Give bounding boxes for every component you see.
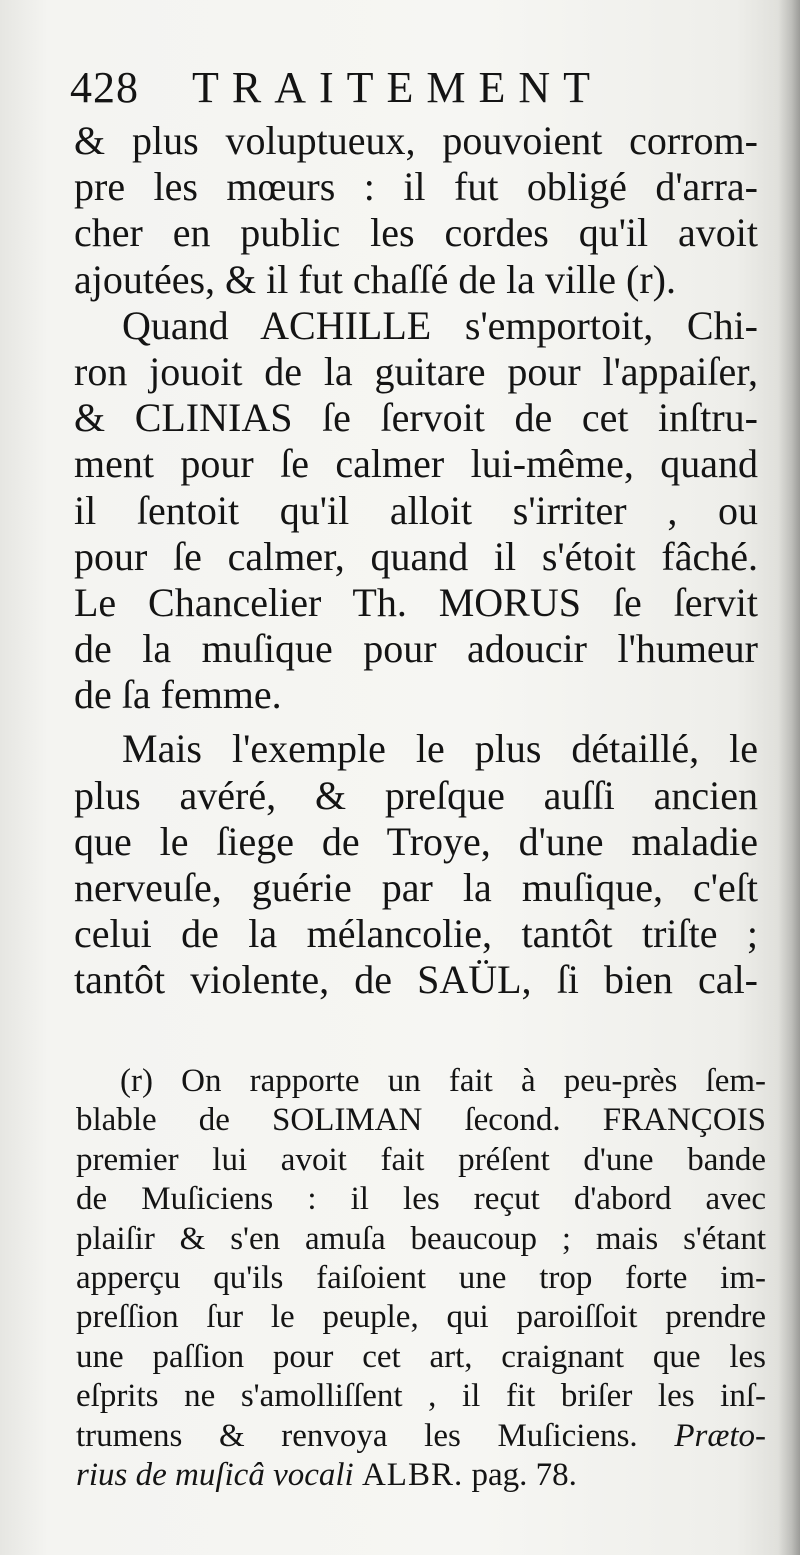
footnote-italic-text: rius de muſicâ vocali [76, 1456, 354, 1493]
page-edge-shadow [778, 0, 800, 1555]
footnote-text: trumens & renvoya les Muſiciens. [76, 1417, 638, 1454]
footnote-reference: pag. 78. [471, 1456, 577, 1493]
footnote-italic-text: Præto- [674, 1417, 766, 1454]
text-line: de la muſique pour adoucir l'humeur [74, 626, 758, 672]
text-line: tantôt violente, de SAÜL, ſi bien cal- [74, 957, 758, 1003]
footnote-line: preſſion ſur le peuple, qui paroiſſoit prendre [76, 1299, 766, 1336]
footnote-line [76, 1417, 766, 1456]
text-line: de ſa femme. [74, 672, 282, 718]
running-head: TRAITEMENT [192, 63, 604, 112]
text-line: ajoutées, & il fut chaſſé de la ville (r). [74, 256, 676, 302]
text-line: ron jouoit de la guitare pour l'appaiſer, [74, 348, 758, 394]
footnote-line: apperçu qu'ils faiſoient une trop forte im- [76, 1259, 766, 1296]
text-line: nerveuſe, guérie par la muſique, c'eſt [74, 865, 758, 910]
text-line: pour ſe calmer, quand il s'étoit fâché. [74, 533, 758, 579]
footnote-line: (r) On rapporte un fait à peu-près ſem- [120, 1063, 766, 1099]
main-text [74, 118, 758, 1004]
page-header [70, 58, 730, 118]
footnote-author: ALBR. [361, 1456, 464, 1493]
text-line: Le Chancelier Th. MORUS ſe ſervit [74, 579, 758, 625]
footnote-line [76, 1456, 766, 1495]
page-number: 428 [70, 63, 139, 112]
text-line: celui de la mélancolie, tantôt triſte ; [74, 911, 758, 957]
text-line: Mais l'exemple le plus détaillé, le [122, 726, 758, 772]
text-line: & plus voluptueux, pouvoient corrom- [74, 118, 758, 163]
footnote-line: de Muſiciens : il les reçut d'abord avec [76, 1181, 766, 1218]
footnote-line: une paſſion pour cet art, craignant que les [76, 1338, 766, 1375]
text-line: cher en public les cordes qu'il avoit [74, 210, 758, 256]
text-line: que le ſiege de Troye, d'une maladie [74, 818, 758, 864]
text-line: Quand ACHILLE s'emportoit, Chi- [122, 302, 758, 348]
text-line: & CLINIAS ſe ſervoit de cet inſtru- [74, 395, 758, 441]
footnote-line: blable de SOLIMAN ſecond. FRANÇOIS [76, 1102, 766, 1139]
text-line: plus avéré, & preſque auſſi ancien [74, 772, 758, 818]
footnote-line: eſprits ne s'amolliſſent , il fit briſer les inſ- [76, 1378, 766, 1415]
text-line: il ſentoit qu'il alloit s'irriter , ou [74, 487, 758, 533]
text-line: ment pour ſe calmer lui-même, quand [74, 441, 758, 487]
footnote [76, 1062, 766, 1495]
footnote-line: premier lui avoit fait préſent d'une bande [76, 1141, 766, 1178]
footnote-line: plaiſir & s'en amuſa beaucoup ; mais s'étant [76, 1220, 766, 1257]
text-line: pre les mœurs : il fut obligé d'arra- [74, 164, 758, 210]
